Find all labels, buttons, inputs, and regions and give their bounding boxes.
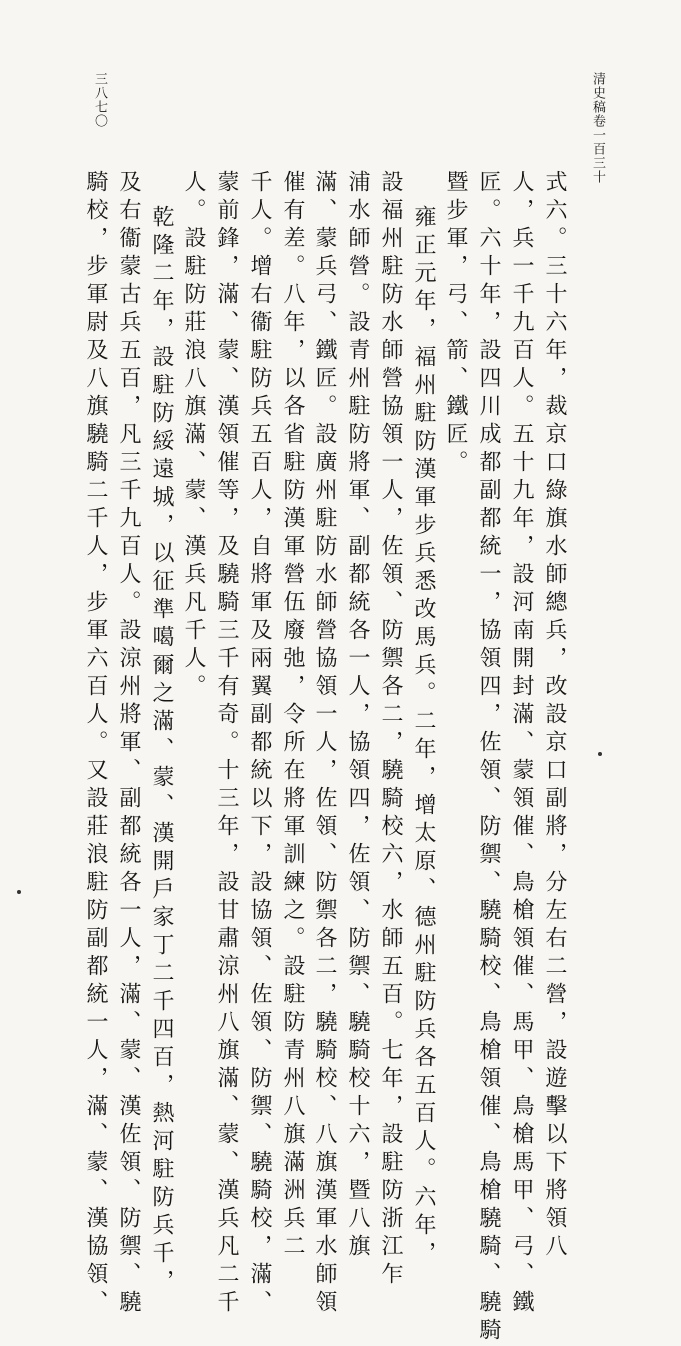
text-column: 式六。三十六年，裁京口綠旗水師總兵，改設京口副將，分左右二營，設遊擊以下將領八 [542,170,567,1262]
page-number: 三八七〇 [92,72,107,128]
text-column: 蒙前鋒，滿、蒙、漢領催等，及驍騎三千有奇。十三年，設甘肅涼州八旗滿、蒙、漢兵凡二千 [214,170,239,1318]
text-column: 騎校，步軍尉及八旗驍騎二千人，步軍六百人。又設莊浪駐防副都統一人，滿、蒙、漢協領、 [83,170,108,1318]
scan-speck [598,752,602,756]
text-column: 滿、蒙兵弓、鐵匠。設廣州駐防水師營協領一人，佐領、防禦各二，驍騎校、八旗漢軍水師領 [312,170,337,1318]
text-column: 催有差。八年，以各省駐防漢軍營伍廢弛，令所在將軍訓練之。設駐防青州八旗滿洲兵二 [280,170,305,1262]
text-column: 及右衞蒙古兵五百，凡三千九百人。設涼州將軍、副都統各一人，滿、蒙、漢佐領、防禦、驍 [116,170,141,1318]
text-column: 匠。六十年，設四川成都副都統一，協領四，佐領、防禦、驍騎校、鳥槍領催、鳥槍驍騎、驍騎 [476,170,501,1346]
text-column: 雍正元年，福州駐防漢軍步兵悉改馬兵。二年，增太原、德州駐防兵各五百人。六年， [411,205,436,1269]
scan-speck [17,890,21,894]
running-title: 清史稿卷一百三十 [590,72,605,184]
text-column: 浦水師營。設青州駐防將軍、副都統各一人，協領四，佐領、防禦、驍騎校十六，暨八旗 [345,170,370,1262]
text-column: 乾隆二年，設駐防綏遠城，以征準噶爾之滿、蒙、漢開戶家丁二千四百，熱河駐防兵千， [149,205,174,1297]
text-column: 設福州駐防水師營協領一人，佐領、防禦各二，驍騎校六，水師五百。七年，設駐防浙江乍 [378,170,403,1290]
text-column: 千人。增右衞駐防兵五百人，自將軍及兩翼副都統以下，設協領、佐領、防禦、驍騎校，滿、 [247,170,272,1318]
text-column: 人，兵一千九百人。五十九年，設河南開封滿、蒙領催、鳥槍領催、馬甲、鳥槍馬甲、弓、鐵 [509,170,534,1318]
text-column: 人。設駐防莊浪八旗滿、蒙、漢兵凡千人。 [181,170,206,702]
text-column: 暨步軍，弓、箭、鐵匠。 [443,170,468,478]
